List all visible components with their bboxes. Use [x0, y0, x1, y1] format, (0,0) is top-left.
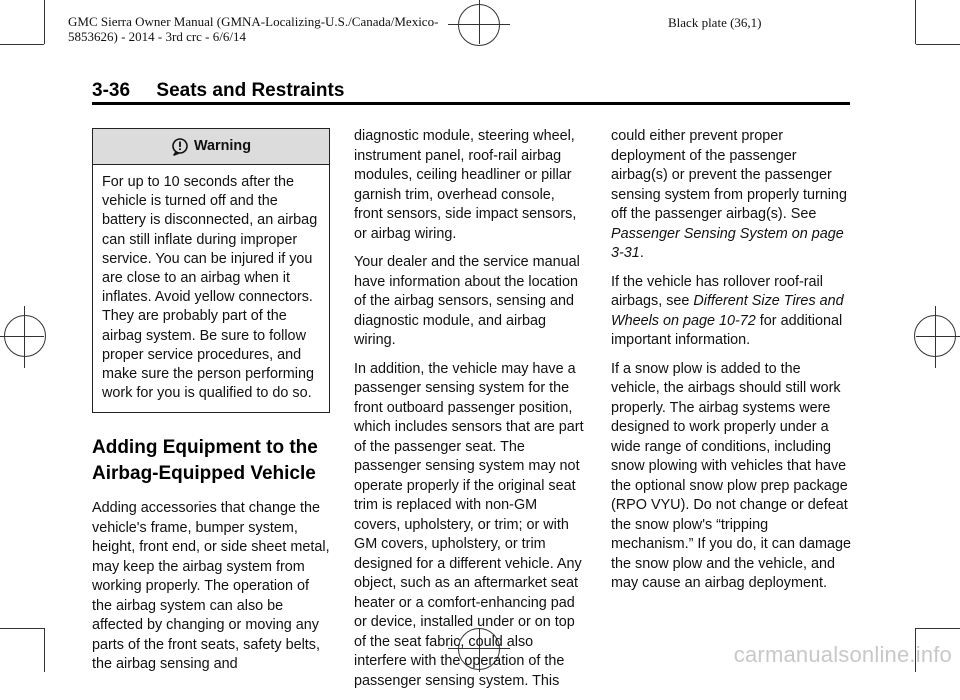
section-heading: Adding Equipment to the Airbag-Equipped Vehicle [92, 437, 318, 485]
title-rule [92, 102, 850, 105]
print-header-line1: GMC Sierra Owner Manual (GMNA-Localizing-U.S./Canada/Mexico- [68, 14, 439, 29]
paragraph [611, 273, 851, 351]
cross-reference-link[interactable]: Passenger Sensing System on page 3-31 [611, 225, 844, 261]
warning-text: For up to 10 seconds after the vehicle is turned off and the battery is disconnected, an airbag can still inflate during improper service. You can be injured if you are close to an airbag when it inflates. Avoid yellow connectors. They are probably part of the airbag system. Be sure to follow proper service procedures, and make sure the person performing work for you is qualified to do so. [102, 174, 318, 402]
paragraph: In addition, the vehicle may have a passenger sensing system for the front outboard passenger position, which includes sensors that are part of the passenger seat. The passenger sensing system may not operate properly if the original seat trim is replaced with non-GM covers, upholstery, or trim; or with GM covers, upholstery, or trim designed for a different vehicle. Any object, such as an aftermarket seat heater or a comfort-enhancing pad or device, installed under or on top of the seat fabric, could also interfere with the operation of the passenger sensing system. This [354, 360, 584, 689]
paragraph: diagnostic module, steering wheel, instrument panel, roof-rail airbag modules, ceiling headliner or pillar garnish trim, overhead console, front sensors, side impact sensors, or airbag wiring. [354, 128, 577, 242]
warning-header [93, 129, 329, 165]
paragraph-text: . [639, 245, 644, 261]
crop-mark [0, 44, 44, 45]
paragraph: Your dealer and the service manual have information about the location of the airbag sensors, sensing and diagnostic module, and airbag wiring. [354, 254, 580, 348]
paragraph [611, 127, 851, 264]
crop-mark [44, 0, 45, 44]
crop-mark [0, 628, 44, 629]
paragraph-text: for additional important information. [611, 312, 843, 348]
crop-mark [44, 628, 45, 672]
crop-mark [916, 628, 960, 629]
column-1 [92, 128, 332, 684]
paragraph-text: If the vehicle has rollover roof-rail airbags, see [611, 273, 823, 309]
print-header [68, 14, 498, 44]
paragraph-text: could either prevent proper deployment of the passenger airbag(s) or prevent the passenger sensing system from properly turning off the passenger airbag(s). See [611, 128, 847, 222]
paragraph: Adding accessories that change the vehicle's frame, bumper system, height, front end, or side sheet metal, may keep the airbag system from working properly. The operation of the airbag system can also be affected by changing or moving any parts of the front seats, safety belts, the airbag sensing and [92, 500, 330, 673]
print-header-line2: 5853626) - 2014 - 3rd crc - 6/6/14 [68, 29, 246, 44]
paragraph: If a snow plow is added to the vehicle, the airbags should still work properly. The airbag systems were designed to work properly under a wide range of conditions, including snow plowing with vehicles that have the optional snow plow prep package (RPO VYU). Do not change or defeat the snow plow's “tripping mechanism.” If you do, it can damage the snow plow and the vehicle, and may cause an airbag deployment. [611, 360, 851, 591]
crop-mark [915, 0, 916, 44]
page-title: 3-36 Seats and Restraints [92, 80, 345, 101]
crop-mark [916, 44, 960, 45]
column-3 [611, 127, 851, 603]
warning-box [92, 128, 330, 413]
cross-reference-link[interactable]: Different Size Tires and Wheels on page 10-72 [611, 293, 844, 329]
watermark: carmanualsonline.info [733, 642, 952, 667]
plate-label: Black plate (36,1) [668, 15, 762, 30]
column-2 [354, 127, 586, 700]
warning-label: Warning [193, 137, 252, 154]
warning-icon [171, 138, 189, 156]
